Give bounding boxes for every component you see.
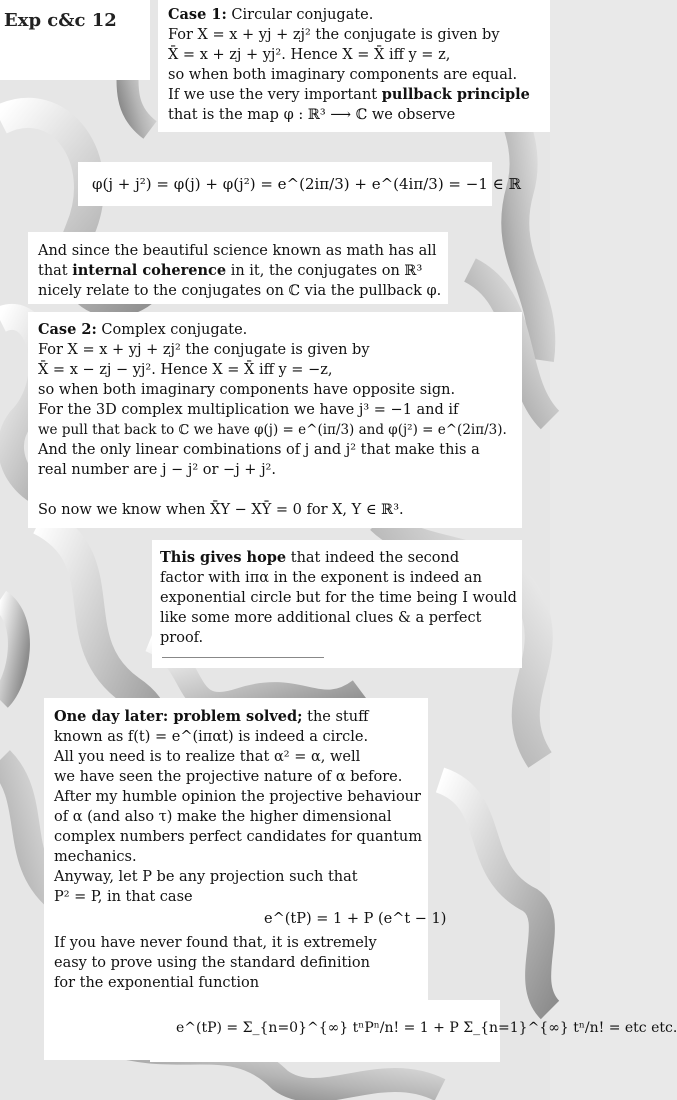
section-divider xyxy=(162,657,324,658)
case2-line3: X̄ = x − zj − yj². Hence X = X̄ iff y = −z, xyxy=(38,362,333,378)
solved-line8: mechanics. xyxy=(54,849,137,865)
solved-line11: If you have never found that, it is extremely xyxy=(54,935,377,951)
hope-line3: exponential circle but for the time being I would xyxy=(160,590,517,606)
coherence-bold: internal coherence xyxy=(72,262,227,279)
coherence-text xyxy=(38,241,441,301)
solved-line4: we have seen the projective nature of α before. xyxy=(54,769,403,785)
hope-bold: This gives hope xyxy=(160,549,287,566)
case2-line6: we pull that back to ℂ we have φ(j) = e^(iπ/3) and φ(j²) = e^(2iπ/3). xyxy=(38,422,507,438)
case1-pullback: pullback principle xyxy=(381,86,530,103)
solved-line3: All you need is to realize that α² = α, well xyxy=(54,749,361,765)
case2-heading: Case 2: xyxy=(38,321,97,338)
case2-line9: So now we know when X̄Y − XȲ = 0 for X, Y ∈ ℝ³. xyxy=(38,502,404,518)
solved-line2: known as f(t) = e^(iπαt) is indeed a circle. xyxy=(54,729,369,745)
case1-line4: so when both imaginary components are equal. xyxy=(168,67,518,83)
case1-line2: For X = x + yj + zj² the conjugate is given by xyxy=(168,27,500,43)
solved-line1: the stuff xyxy=(302,709,369,725)
coherence-line3: nicely relate to the conjugates on ℂ via the pullback φ. xyxy=(38,283,442,299)
page-title: Exp c&c 12 xyxy=(4,10,117,31)
case1-heading: Case 1: xyxy=(168,6,227,23)
solved-bold: One day later: problem solved; xyxy=(54,708,303,725)
solved-line10: P² = P, in that case xyxy=(54,889,193,905)
equation-1: φ(j + j²) = φ(j) + φ(j²) = e^(2iπ/3) + e^(4iπ/3) = −1 ∈ ℝ xyxy=(92,175,521,193)
solved-line5: After my humble opinion the projective behaviour xyxy=(54,789,421,805)
case2-line5: For the 3D complex multiplication we have j³ = −1 and if xyxy=(38,402,459,418)
case2-line4: so when both imaginary components have opposite sign. xyxy=(38,382,456,398)
case2-line2: For X = x + yj + zj² the conjugate is given by xyxy=(38,342,370,358)
case1-line3: X̄ = x + zj + yj². Hence X = X̄ iff y = z, xyxy=(168,47,451,63)
solved-text xyxy=(54,707,446,993)
case2-line7: And the only linear combinations of j and j² that make this a xyxy=(38,442,480,458)
solved-line12: easy to prove using the standard definition xyxy=(54,955,371,971)
final-equation: e^(tP) = Σ_{n=0}^{∞} tⁿPⁿ/n! = 1 + P Σ_{n=1}^{∞} tⁿ/n! = etc etc. xyxy=(176,1020,677,1036)
hope-line2: factor with iπα in the exponent is indeed an xyxy=(160,570,483,586)
case1-heading-rest: Circular conjugate. xyxy=(226,7,374,23)
solved-line13: for the exponential function xyxy=(54,975,260,991)
hope-line4: like some more additional clues & a perfect xyxy=(160,610,482,626)
coherence-line2-pre: that xyxy=(38,263,73,279)
projection-equation: e^(tP) = 1 + P (e^t − 1) xyxy=(264,911,447,927)
solved-line7: complex numbers perfect candidates for quantum xyxy=(54,829,423,845)
case1-line6: that is the map φ : ℝ³ ⟶ ℂ we observe xyxy=(168,107,456,123)
case1-line5: If we use the very important xyxy=(168,87,382,103)
hope-text xyxy=(160,548,517,648)
case1-text xyxy=(168,5,530,125)
case2-heading-rest: Complex conjugate. xyxy=(96,322,248,338)
hope-line1: that indeed the second xyxy=(286,550,460,566)
case2-text xyxy=(38,320,507,520)
coherence-line2-post: in it, the conjugates on ℝ³ xyxy=(226,263,423,279)
hope-line5: proof. xyxy=(160,630,204,646)
coherence-line1: And since the beautiful science known as math has all xyxy=(38,243,437,259)
case2-line8: real number are j − j² or −j + j². xyxy=(38,462,276,478)
solved-line6: of α (and also τ) make the higher dimensional xyxy=(54,809,392,825)
solved-line9: Anyway, let P be any projection such that xyxy=(54,869,358,885)
